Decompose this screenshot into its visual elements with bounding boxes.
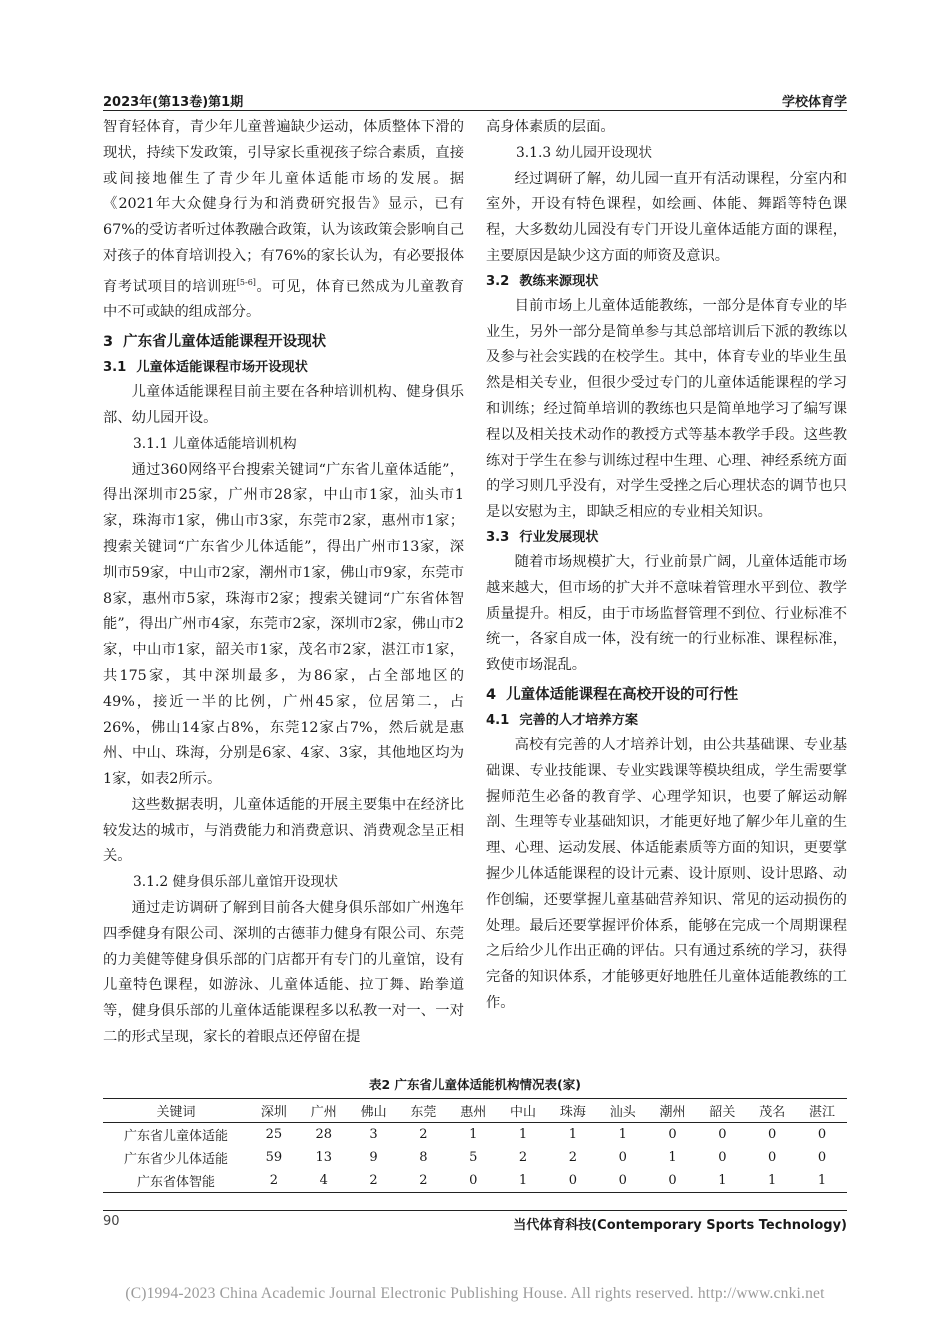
subsubsection-heading-3-1-2: 3.1.2 健身俱乐部儿童馆开设现状 [133, 874, 339, 891]
subsection-heading-3-1: 3.1 儿童体适能课程市场开设现状 [103, 360, 308, 376]
table-cell: 1 [768, 1173, 777, 1188]
table-header-cell: 广州 [310, 1105, 337, 1120]
table-cell: 0 [768, 1150, 777, 1165]
table-row [103, 1123, 847, 1147]
table-cell: 0 [618, 1173, 627, 1188]
table-header-cell: 潮州 [659, 1105, 686, 1120]
subsubsection-heading-3-1-3: 3.1.3 幼儿园开设现状 [516, 144, 653, 161]
section-heading-4: 4 儿童体适能课程在高校开设的可行性 [486, 686, 739, 703]
table-header-cell: 惠州 [460, 1105, 487, 1120]
table-cell: 8 [419, 1150, 428, 1165]
table-cell: 0 [768, 1127, 777, 1142]
table-cell: 1 [518, 1127, 528, 1142]
table-header-cell: 湛江 [809, 1105, 836, 1120]
running-header-issue: 2023年(第13卷)第1期 [103, 95, 244, 110]
paragraph-3-3: 随着市场规模扩大，行业前景广阔，儿童体适能市场越来越大，但市场的扩大并不意味着管理水平到位、教学质量提升。相反，由于市场监督管理不到位、行业标准不统一，各家自成一体，没有统一的行业标准、课程标准，致使市场混乱。 [486, 553, 847, 674]
paragraph-3-1-3: 经过调研了解，幼儿园一直开有活动课程，分室内和室外，开设有特色课程，如绘画、体能、舞蹈等特色课程，大多数幼儿园没有专门开设儿童体适能方面的课程，主要原因是缺少这方面的师资及意识。 [486, 170, 847, 264]
table-cell: 13 [315, 1150, 333, 1165]
table-cell: 0 [618, 1150, 627, 1165]
table-header-cell: 中山 [510, 1105, 537, 1120]
institution-table [103, 1098, 847, 1193]
table-header-cell: 关键词 [156, 1105, 196, 1120]
table-cell: 4 [319, 1173, 328, 1188]
running-header-section: 学校体育学 [781, 95, 847, 110]
table-cell: 3 [369, 1127, 378, 1142]
subsubsection-heading-3-1-1: 3.1.1 儿童体适能培训机构 [133, 435, 297, 452]
subsection-heading-4-1: 4.1 完善的人才培养方案 [486, 712, 639, 728]
table-header-cell: 韶关 [709, 1105, 736, 1120]
header-rule [103, 110, 847, 111]
table-header-cell: 深圳 [260, 1105, 287, 1120]
paragraph-3-1-2: 通过走访调研了解到目前各大健身俱乐部如广州逸年四季健身有限公司、深圳的古德菲力健身有限公司、东莞的力美健等健身俱乐部的门店都开有专门的儿童馆，设有儿童特色课程，如游泳、儿童体适能、拉丁舞、跆拳道等，健身俱乐部的儿童体适能课程多以私教一对一、一对二的形式呈现，家长的着眼点还停留在提 [103, 900, 464, 1046]
table-cell: 28 [315, 1127, 333, 1142]
subsection-heading-3-2: 3.2 教练来源现状 [486, 273, 599, 289]
table-header-cell: 茂名 [759, 1105, 786, 1120]
table-header-cell: 汕头 [609, 1105, 636, 1120]
table-row [103, 1169, 847, 1193]
paragraph-intro: 智育轻体育，青少年儿童普遍缺少运动，体质整体下滑的现状，持续下发政策，引导家长重视孩子综合素质，直接或间接地催生了青少年儿童体适能市场的发展。据《2021年大众健身行为和消费研究报告》显示，已有67%的受访者听过体教融合政策，认为该政策会影响自己对孩子的体育培训投入；有76%的家长认为，有必要报体育考试项目的培训班[5-6]。可见，体育已然成为儿童教育中不可或缺的组成部分。 [103, 119, 465, 321]
table-cell: 2 [369, 1173, 378, 1188]
table-caption: 表2 广东省儿童体适能机构情况表(家) [369, 1077, 581, 1092]
table-cell: 0 [718, 1127, 727, 1142]
paragraph-3-1: 儿童体适能课程目前主要在各种培训机构、健身俱乐部、幼儿园开设。 [103, 384, 464, 426]
table-cell: 1 [469, 1127, 478, 1142]
table-header-cell: 珠海 [559, 1105, 586, 1120]
table-cell: 25 [265, 1127, 283, 1142]
table-cell: 9 [369, 1150, 378, 1165]
table-header-cell: 佛山 [360, 1105, 387, 1120]
paragraph-4-1: 高校有完善的人才培养计划，由公共基础课、专业基础课、专业技能课、专业实践课等模块组成，学生需要掌握师范生必备的教育学、心理学知识，也要了解运动解剖、生理等专业基础知识，才能更好地了解少年儿童的生理、心理、运动发展、体适能素质等方面的知识，更要掌握少儿体适能课程的设计元素、设计原则、设计思路、动作创编，还要掌握儿童基础营养知识、常见的运动损伤的处理。最后还要掌握评价体系，能够在完成一个周期课程之后给少儿作出正确的评估。只有通过系统的学习，获得完备的知识体系，才能够更好地胜任儿童体适能教练的工作。 [486, 736, 847, 1011]
table-row [103, 1146, 847, 1169]
table-cell: 1 [718, 1173, 727, 1188]
copyright-watermark: (C)1994-2023 China Academic Journal Electronic Publishing House. All rights reserved. http://www.cnki.net [125, 1285, 825, 1302]
page-number: 90 [103, 1214, 120, 1229]
table-cell: 0 [568, 1173, 578, 1188]
table-cell: 1 [568, 1127, 578, 1142]
citation-ref[interactable]: [5-6] [236, 277, 256, 287]
table-cell: 2 [419, 1127, 428, 1142]
paragraph-continued: 高身体素质的层面。 [486, 119, 615, 135]
right-column [486, 115, 847, 1017]
table-cell: 0 [718, 1150, 727, 1165]
table-header-row [103, 1099, 847, 1123]
table-header-cell: 东莞 [410, 1105, 437, 1120]
table-cell: 1 [817, 1173, 827, 1188]
journal-name: 当代体育科技(Contemporary Sports Technology) [513, 1218, 847, 1233]
table-cell: 广东省体智能 [136, 1175, 215, 1190]
table-cell: 59 [265, 1150, 283, 1165]
left-column [103, 115, 464, 1051]
table-cell: 2 [269, 1173, 279, 1188]
table-cell: 2 [568, 1150, 578, 1165]
section-heading-3: 3 广东省儿童体适能课程开设现状 [103, 334, 327, 351]
table-cell: 0 [668, 1173, 677, 1188]
table-cell: 0 [817, 1150, 827, 1165]
table-cell: 广东省儿童体适能 [123, 1129, 228, 1144]
table-cell: 广东省少儿体适能 [123, 1152, 228, 1167]
paragraph-3-1-1: 通过360网络平台搜索关键词“广东省儿童体适能”，得出深圳市25家，广州市28家，中山市1家，汕头市1家，珠海市1家，佛山市3家，东莞市2家，惠州市1家；搜索关键词“广东省少儿体适能”，得出广州市13家，深圳市59家，中山市2家，潮州市1家，佛山市9家，东莞市8家，惠州市5家，珠海市2家；搜索关键词“广东省体智能”，得出广州市4家，东莞市2家，深圳市2家，佛山市2家，中山市1家，韶关市1家，茂名市2家，湛江市1家，共175家，其中深圳最多，为86家，占全部地区的49%，接近一半的比例，广州45家，位居第二，占26%，佛山14家占8%，东莞12家占7%，然后就是惠州、中山、珠海，分别是6家、4家、3家，其他地区均为1家，如表2所示。 [103, 461, 464, 788]
table-cell: 5 [469, 1150, 478, 1165]
paragraph-3-2: 目前市场上儿童体适能教练，一部分是体育专业的毕业生，另外一部分是简单参与其总部培训后下派的教练以及参与社会实践的在校学生。其中，体育专业的毕业生虽然是相关专业，但很少受过专门的儿童体适能课程的学习和训练；经过简单培训的教练也只是简单地学习了编写课程以及相关技术动作的教授方式等基本教学手段。这些教练对于学生在参与训练过程中生理、心理、神经系统方面的学习则几乎没有，对学生受挫之后心理状态的调节也只是以安慰为主，即缺乏相应的专业相关知识。 [486, 297, 847, 521]
table-cell: 1 [668, 1150, 677, 1165]
table-cell: 2 [518, 1150, 528, 1165]
table-cell: 0 [817, 1127, 827, 1142]
table-cell: 0 [469, 1173, 478, 1188]
subsection-heading-3-3: 3.3 行业发展现状 [486, 529, 599, 545]
table-cell: 0 [668, 1127, 677, 1142]
footer-rule [103, 1210, 847, 1211]
table-cell: 2 [419, 1173, 428, 1188]
table-cell: 1 [618, 1127, 627, 1142]
paragraph-data-analysis: 这些数据表明，儿童体适能的开展主要集中在经济比较发达的城市，与消费能力和消费意识、消费观念呈正相关。 [103, 796, 464, 865]
table-cell: 1 [518, 1173, 528, 1188]
